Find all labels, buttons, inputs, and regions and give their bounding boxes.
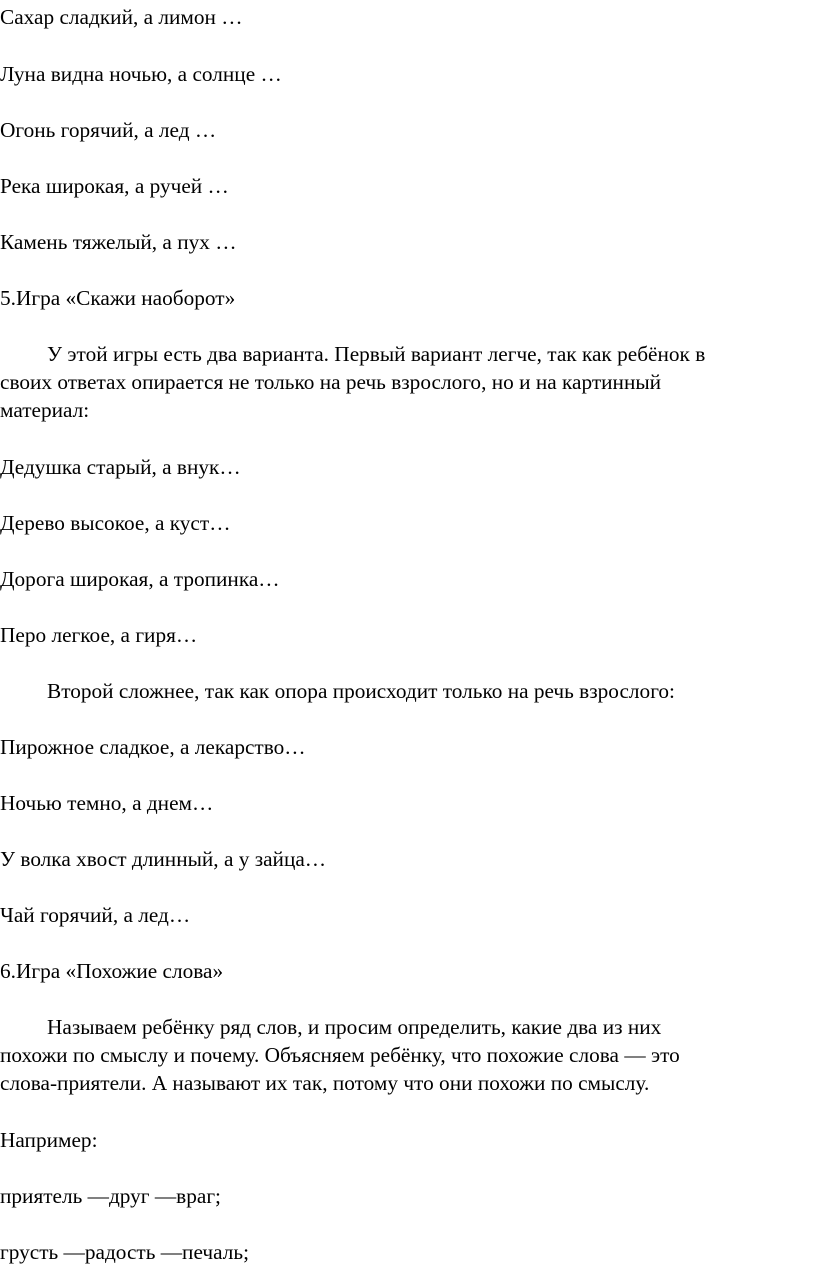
example-label: Например: xyxy=(0,1128,98,1152)
example-line: Дедушка старый, а внук… xyxy=(0,455,241,479)
section-heading-game5: 5.Игра «Скажи наоборот» xyxy=(0,286,236,310)
word-row: грусть —радость —печаль; xyxy=(0,1240,249,1264)
section-heading-game6: 6.Игра «Похожие слова» xyxy=(0,959,224,983)
example-line: Пирожное сладкое, а лекарство… xyxy=(0,735,306,759)
example-line: Чай горячий, а лед… xyxy=(0,903,191,927)
paragraph-line: слова-приятели. А называют их так, потому что они похожи по смыслу. xyxy=(0,1071,650,1095)
text-line: Река широкая, а ручей … xyxy=(0,174,229,198)
paragraph-line: материал: xyxy=(0,398,90,422)
example-line: Ночью темно, а днем… xyxy=(0,791,214,815)
paragraph-line: Второй сложнее, так как опора происходит только на речь взрослого: xyxy=(47,679,675,703)
paragraph-line: Называем ребёнку ряд слов, и просим определить, какие два из них xyxy=(47,1015,662,1039)
text-line: Огонь горячий, а лед … xyxy=(0,118,217,142)
text-line: Сахар сладкий, а лимон … xyxy=(0,5,243,29)
paragraph-line: своих ответах опирается не только на речь взрослого, но и на картинный xyxy=(0,370,662,394)
example-line: У волка хвост длинный, а у зайца… xyxy=(0,847,327,871)
example-line: Дорога широкая, а тропинка… xyxy=(0,567,280,591)
word-row: приятель —друг —враг; xyxy=(0,1184,221,1208)
paragraph-line: похожи по смыслу и почему. Объясняем ребёнку, что похожие слова — это xyxy=(0,1043,680,1067)
text-line: Камень тяжелый, а пух … xyxy=(0,230,237,254)
paragraph-line: У этой игры есть два варианта. Первый вариант легче, так как ребёнок в xyxy=(47,342,706,366)
example-line: Перо легкое, а гиря… xyxy=(0,623,198,647)
text-line: Луна видна ночью, а солнце … xyxy=(0,62,282,86)
example-line: Дерево высокое, а куст… xyxy=(0,511,231,535)
